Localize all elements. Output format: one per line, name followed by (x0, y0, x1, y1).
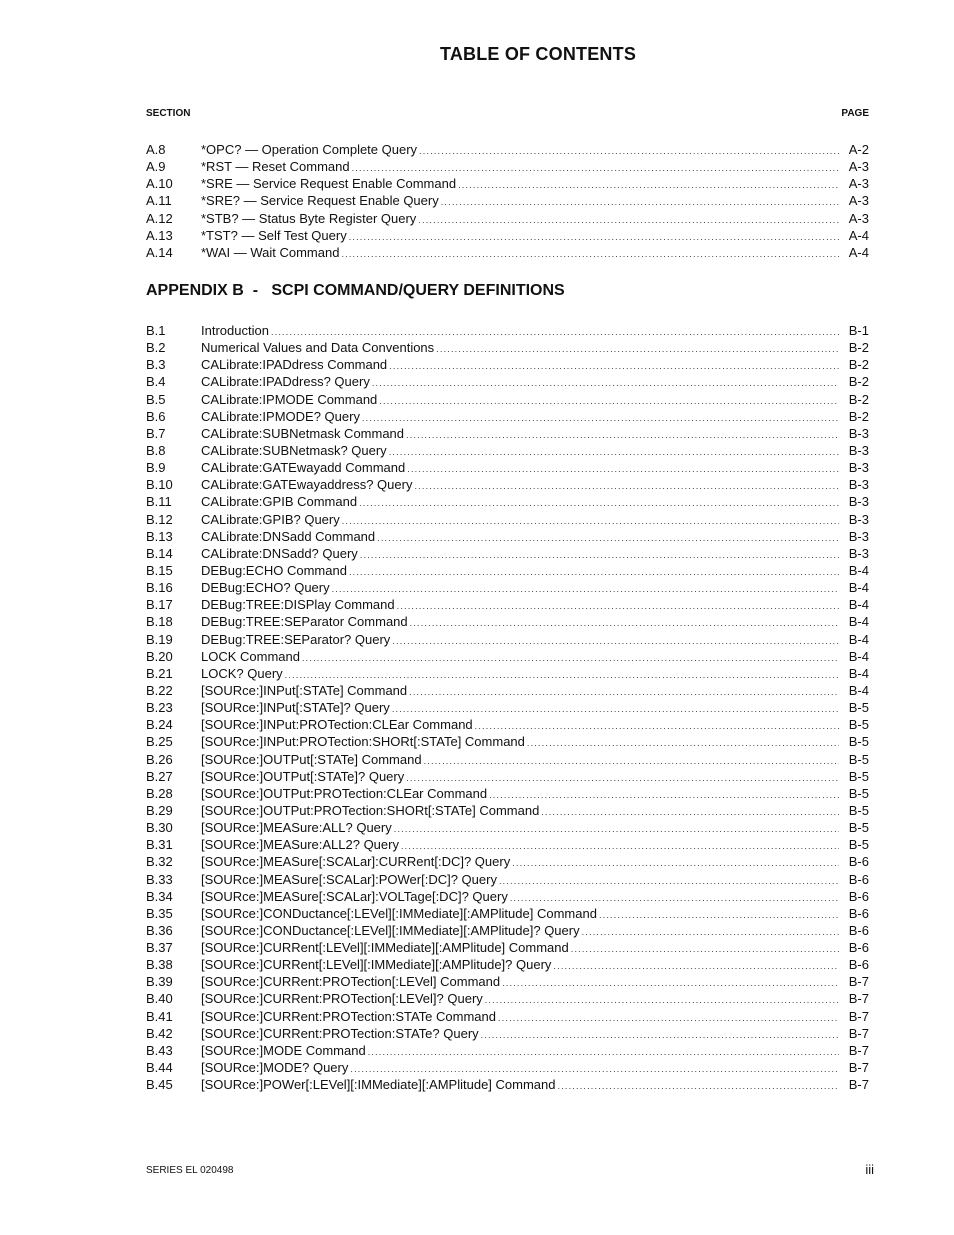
toc-entry-number: B.10 (146, 477, 173, 493)
section-column-header: SECTION (146, 108, 191, 119)
page-title: TABLE OF CONTENTS (439, 44, 637, 64)
toc-entry[interactable] (146, 785, 869, 802)
toc-entry-page: A-2 (848, 142, 869, 157)
dot-leader (349, 564, 839, 581)
toc-entry-page: B-7 (848, 1077, 869, 1093)
toc-entry-number: B.30 (146, 820, 173, 836)
dot-leader (397, 598, 839, 615)
toc-entry-title: CALibrate:GATEwayaddress? Query (201, 477, 413, 493)
toc-entry-title: LOCK Command (201, 648, 300, 664)
toc-entry-title: [SOURce:]MEASure[:SCALar]:VOLTage[:DC]? Query (201, 888, 508, 904)
toc-entry-title: [SOURce:]OUTPut[:STATe] Command (201, 751, 422, 767)
toc-entry-title: [SOURce:]CURRent:PROTection[:LEVel] Command (201, 974, 501, 990)
toc-entry-page: B-4 (848, 562, 869, 578)
toc-entry-title: [SOURce:]INPut[:STATe]? Query (201, 700, 390, 716)
toc-entry-page: A-3 (848, 210, 869, 226)
toc-entry-title: CALibrate:SUBNetmask? Query (201, 442, 387, 458)
dot-leader (553, 958, 839, 975)
toc-entry-title: [SOURce:]CONDuctance[:LEVel][:IMMediate][:AMPlitude]? Query (201, 922, 580, 938)
toc-entry-number: B.33 (146, 871, 173, 887)
footer-doc-id: SERIES EL 020498 (146, 1165, 234, 1176)
dot-leader (458, 177, 839, 194)
toc-entry[interactable] (146, 579, 869, 596)
toc-entry[interactable] (146, 768, 869, 785)
toc-entry-page: B-3 (848, 425, 869, 441)
toc-entry-title: Introduction (201, 323, 269, 338)
toc-entry-number: B.38 (146, 957, 173, 973)
dot-leader (419, 143, 839, 160)
toc-entry-number: B.45 (146, 1077, 173, 1093)
toc-entry-title: DEBug:ECHO Command (201, 562, 347, 578)
toc-entry-number: B.15 (146, 562, 173, 578)
toc-entry[interactable] (146, 853, 869, 870)
toc-entry-number: A.10 (146, 176, 173, 192)
toc-entry-page: A-3 (848, 159, 869, 175)
dot-leader (368, 1044, 839, 1061)
toc-entry[interactable] (146, 819, 869, 836)
dot-leader (410, 615, 839, 632)
toc-entry-page: B-5 (848, 734, 869, 750)
toc-entry[interactable] (146, 210, 869, 227)
toc-entry-page: B-7 (848, 974, 869, 990)
dot-leader (394, 821, 839, 838)
toc-entry-title: CALibrate:IPADdress Command (201, 357, 388, 373)
toc-entry-page: B-1 (848, 323, 869, 338)
toc-entry-page: B-4 (848, 580, 869, 596)
toc-entry-title: DEBug:TREE:SEParator Command (201, 614, 408, 630)
toc-entry-title: CALibrate:IPADdress? Query (201, 374, 370, 390)
toc-entry-number: B.29 (146, 802, 173, 818)
toc-entry[interactable] (146, 1076, 869, 1093)
dot-leader (475, 718, 839, 735)
dot-leader (541, 804, 839, 821)
toc-entry-page: A-4 (848, 227, 869, 243)
toc-entry-number: B.14 (146, 545, 173, 561)
dot-leader (582, 924, 839, 941)
toc-entry-number: B.35 (146, 905, 173, 921)
toc-entry-page: B-4 (848, 631, 869, 647)
toc-entry-number: B.6 (146, 408, 166, 424)
toc-entry-number: B.42 (146, 1025, 173, 1041)
toc-entry-page: B-6 (848, 905, 869, 921)
toc-entry-number: A.11 (146, 193, 172, 209)
toc-entry-title: Numerical Values and Data Conventions (201, 340, 435, 356)
toc-entry[interactable] (146, 511, 869, 528)
dot-leader (332, 581, 839, 598)
toc-entry-number: B.4 (146, 374, 166, 390)
toc-entry[interactable] (146, 973, 869, 990)
toc-entry-title: [SOURce:]CONDuctance[:LEVel][:IMMediate][:AMPlitude] Command (201, 905, 597, 921)
toc-entry[interactable] (146, 990, 869, 1007)
toc-entry-number: B.32 (146, 854, 173, 870)
toc-entry-title: [SOURce:]MEASure:ALL? Query (201, 820, 392, 836)
toc-entry-page: B-2 (848, 357, 869, 373)
dot-leader (359, 495, 839, 512)
toc-entry-page: B-5 (848, 700, 869, 716)
dot-leader (599, 907, 839, 924)
toc-entry-title: *STB? — Status Byte Register Query (201, 210, 417, 226)
dot-leader (481, 1027, 839, 1044)
toc-entry-page: B-4 (848, 614, 869, 630)
toc-entry-title: *OPC? — Operation Complete Query (201, 142, 418, 157)
toc-entry-title: CALibrate:GPIB? Query (201, 511, 340, 527)
toc-entry-number: B.40 (146, 991, 173, 1007)
dot-leader (489, 787, 839, 804)
toc-entry-title: CALibrate:GPIB Command (201, 494, 358, 510)
toc-entry[interactable] (146, 442, 869, 459)
toc-entry-page: B-7 (848, 1025, 869, 1041)
toc-entry[interactable] (146, 682, 869, 699)
toc-entry-number: B.27 (146, 768, 173, 784)
toc-entry-page: A-3 (848, 193, 869, 209)
toc-entry-page: B-2 (848, 374, 869, 390)
toc-entry-title: [SOURce:]MEASure[:SCALar]:CURRent[:DC]? Query (201, 854, 511, 870)
toc-entry[interactable] (146, 408, 869, 425)
toc-entry-title: [SOURce:]MEASure:ALL2? Query (201, 837, 399, 853)
toc-entry[interactable] (146, 665, 869, 682)
dot-leader (341, 246, 839, 263)
toc-entry-number: B.5 (146, 391, 166, 407)
toc-entry-page: B-5 (848, 751, 869, 767)
toc-entry-page: B-5 (848, 802, 869, 818)
dot-leader (414, 478, 839, 495)
toc-entry[interactable] (146, 493, 869, 510)
toc-entry[interactable] (146, 648, 869, 665)
toc-entry-title: [SOURce:]INPut[:STATe] Command (201, 682, 408, 698)
toc-entry[interactable] (146, 528, 869, 545)
toc-entry-number: B.36 (146, 922, 173, 938)
toc-entry-number: B.23 (146, 700, 173, 716)
toc-entry-page: B-6 (848, 854, 869, 870)
toc-entry[interactable] (146, 596, 869, 613)
toc-entry-page: B-4 (848, 682, 869, 698)
toc-entry-title: *SRE? — Service Request Enable Query (201, 193, 439, 209)
toc-entry-title: [SOURce:]OUTPut:PROTection:SHORt[:STATe] Command (201, 802, 540, 818)
dot-leader (424, 753, 839, 770)
toc-entry-title: [SOURce:]CURRent:PROTection:STATe? Query (201, 1025, 479, 1041)
toc-entry-page: B-7 (848, 991, 869, 1007)
toc-entry-page: B-5 (848, 837, 869, 853)
dot-leader (436, 341, 839, 358)
toc-entry[interactable] (146, 322, 869, 339)
dot-leader (377, 530, 839, 547)
dot-leader (389, 358, 839, 375)
appendix-b-heading: APPENDIX B - SCPI COMMAND/QUERY DEFINITIONS (146, 282, 565, 299)
dot-leader (558, 1078, 840, 1095)
toc-entry-number: B.39 (146, 974, 173, 990)
toc-entry-page: B-2 (848, 340, 869, 356)
toc-entry[interactable] (146, 356, 869, 373)
toc-entry-number: B.13 (146, 528, 173, 544)
toc-entry-title: [SOURce:]MODE? Query (201, 1060, 349, 1076)
toc-entry-number: B.8 (146, 442, 166, 458)
toc-entry-page: B-3 (848, 545, 869, 561)
dot-leader (407, 461, 839, 478)
toc-entry-title: *WAI — Wait Command (201, 244, 340, 260)
toc-entry[interactable] (146, 905, 869, 922)
toc-entry-page: B-5 (848, 820, 869, 836)
toc-entry-page: B-6 (848, 871, 869, 887)
toc-entry-number: A.8 (146, 142, 166, 157)
dot-leader (527, 735, 839, 752)
toc-entry[interactable] (146, 391, 869, 408)
toc-entry[interactable] (146, 836, 869, 853)
toc-entry[interactable] (146, 244, 869, 261)
toc-entry[interactable] (146, 141, 869, 158)
dot-leader (406, 427, 839, 444)
toc-entry-page: B-6 (848, 922, 869, 938)
dot-leader (512, 855, 839, 872)
toc-entry[interactable] (146, 158, 869, 175)
toc-entry-number: B.11 (146, 494, 172, 510)
toc-entry-number: B.24 (146, 717, 173, 733)
toc-entry[interactable] (146, 699, 869, 716)
toc-entry-title: CALibrate:SUBNetmask Command (201, 425, 405, 441)
toc-entry-number: B.41 (146, 1008, 173, 1024)
dot-leader (389, 444, 839, 461)
toc-entry-page: B-5 (848, 717, 869, 733)
dot-leader (372, 375, 839, 392)
dot-leader (409, 684, 839, 701)
toc-entry[interactable] (146, 1042, 869, 1059)
toc-entry-page: B-3 (848, 511, 869, 527)
toc-entry-page: B-2 (848, 408, 869, 424)
toc-entry-number: B.2 (146, 340, 166, 356)
toc-entry-title: DEBug:ECHO? Query (201, 580, 330, 596)
toc-entry-page: B-5 (848, 768, 869, 784)
toc-entry-title: DEBug:TREE:DISPlay Command (201, 597, 395, 613)
toc-list-appendix-b (146, 322, 869, 1093)
toc-entry[interactable] (146, 631, 869, 648)
toc-entry-page: B-4 (848, 597, 869, 613)
toc-entry-title: [SOURce:]OUTPut[:STATe]? Query (201, 768, 405, 784)
toc-entry-number: B.18 (146, 614, 173, 630)
toc-entry-title: DEBug:TREE:SEParator? Query (201, 631, 391, 647)
toc-entry-page: B-6 (848, 888, 869, 904)
dot-leader (502, 975, 839, 992)
toc-entry-number: B.7 (146, 425, 166, 441)
toc-entry-title: *SRE — Service Request Enable Command (201, 176, 457, 192)
toc-entry-page: B-7 (848, 1008, 869, 1024)
toc-entry-number: B.17 (146, 597, 173, 613)
dot-leader (499, 873, 839, 890)
toc-entry-number: B.44 (146, 1060, 173, 1076)
toc-entry[interactable] (146, 459, 869, 476)
toc-entry-page: B-2 (848, 391, 869, 407)
toc-entry[interactable] (146, 751, 869, 768)
toc-entry[interactable] (146, 939, 869, 956)
toc-entry[interactable] (146, 373, 869, 390)
toc-entry-number: B.21 (146, 665, 173, 681)
toc-entry-number: B.12 (146, 511, 173, 527)
toc-entry[interactable] (146, 339, 869, 356)
toc-entry-title: [SOURce:]POWer[:LEVel][:IMMediate][:AMPlitude] Command (201, 1077, 556, 1093)
toc-entry-page: A-4 (848, 244, 869, 260)
toc-entry-title: [SOURce:]MODE Command (201, 1042, 366, 1058)
toc-entry[interactable] (146, 1059, 869, 1076)
toc-entry-page: B-4 (848, 665, 869, 681)
toc-entry-page: B-3 (848, 494, 869, 510)
toc-entry[interactable] (146, 175, 869, 192)
toc-entry-title: *RST — Reset Command (201, 159, 350, 175)
toc-entry-number: B.28 (146, 785, 173, 801)
toc-entry-page: B-5 (848, 785, 869, 801)
toc-entry-number: B.1 (146, 323, 166, 338)
toc-entry-title: [SOURce:]MEASure[:SCALar]:POWer[:DC]? Query (201, 871, 497, 887)
toc-entry-title: LOCK? Query (201, 665, 283, 681)
toc-entry-title: CALibrate:GATEwayadd Command (201, 460, 406, 476)
toc-entry-title: CALibrate:IPMODE? Query (201, 408, 360, 424)
toc-entry-page: B-7 (848, 1060, 869, 1076)
toc-entry-number: B.34 (146, 888, 173, 904)
page-column-header: PAGE (841, 108, 869, 119)
toc-entry[interactable] (146, 1025, 869, 1042)
toc-entry-title: CALibrate:DNSadd? Query (201, 545, 358, 561)
toc-entry[interactable] (146, 888, 869, 905)
toc-entry-number: A.12 (146, 210, 173, 226)
toc-entry[interactable] (146, 192, 869, 209)
toc-entry[interactable] (146, 716, 869, 733)
dot-leader (498, 1010, 839, 1027)
toc-entry-title: *TST? — Self Test Query (201, 227, 347, 243)
dot-leader (360, 547, 839, 564)
toc-entry-page: B-4 (848, 648, 869, 664)
dot-leader (485, 992, 839, 1009)
toc-entry[interactable] (146, 802, 869, 819)
toc-entry[interactable] (146, 956, 869, 973)
toc-entry-number: B.9 (146, 460, 166, 476)
footer-page-number: iii (865, 1162, 874, 1177)
toc-entry[interactable] (146, 613, 869, 630)
dot-leader (441, 194, 839, 211)
toc-entry-page: B-3 (848, 477, 869, 493)
toc-entry-title: [SOURce:]OUTPut:PROTection:CLEar Command (201, 785, 488, 801)
toc-entry-number: A.9 (146, 159, 166, 175)
toc-entry-page: B-3 (848, 460, 869, 476)
toc-entry-title: [SOURce:]INPut:PROTection:SHORt[:STATe] Command (201, 734, 525, 750)
toc-entry-number: B.19 (146, 631, 173, 647)
toc-list-appendix-a (146, 141, 869, 261)
toc-entry-title: [SOURce:]INPut:PROTection:CLEar Command (201, 717, 473, 733)
toc-entry-page: B-3 (848, 528, 869, 544)
dot-leader (418, 212, 839, 229)
toc-entry-number: B.20 (146, 648, 173, 664)
toc-entry-page: A-3 (848, 176, 869, 192)
toc-entry-title: CALibrate:DNSadd Command (201, 528, 376, 544)
toc-entry[interactable] (146, 733, 869, 750)
toc-entry[interactable] (146, 425, 869, 442)
toc-entry[interactable] (146, 871, 869, 888)
toc-entry[interactable] (146, 1008, 869, 1025)
toc-entry-page: B-6 (848, 940, 869, 956)
toc-entry[interactable] (146, 562, 869, 579)
toc-entry-number: B.16 (146, 580, 173, 596)
toc-entry[interactable] (146, 922, 869, 939)
toc-entry-title: [SOURce:]CURRent:PROTection[:LEVel]? Query (201, 991, 483, 1007)
dot-leader (392, 633, 839, 650)
toc-entry[interactable] (146, 545, 869, 562)
toc-entry-page: B-7 (848, 1042, 869, 1058)
toc-entry-page: B-6 (848, 957, 869, 973)
toc-entry-number: A.14 (146, 244, 173, 260)
toc-entry-number: B.26 (146, 751, 173, 767)
dot-leader (362, 410, 839, 427)
dot-leader (302, 650, 839, 667)
toc-entry-number: B.31 (146, 837, 173, 853)
dot-leader (342, 513, 839, 530)
dot-leader (571, 941, 839, 958)
toc-entry-number: B.3 (146, 357, 166, 373)
toc-entry-title: [SOURce:]CURRent[:LEVel][:IMMediate][:AMPlitude] Command (201, 940, 569, 956)
toc-entry[interactable] (146, 476, 869, 493)
toc-entry-number: B.37 (146, 940, 173, 956)
toc-entry-page: B-3 (848, 442, 869, 458)
dot-leader (349, 229, 839, 246)
toc-entry[interactable] (146, 227, 869, 244)
toc-entry-title: CALibrate:IPMODE Command (201, 391, 378, 407)
toc-entry-number: B.43 (146, 1042, 173, 1058)
toc-entry-number: A.13 (146, 227, 173, 243)
toc-entry-title: [SOURce:]CURRent[:LEVel][:IMMediate][:AMPlitude]? Query (201, 957, 552, 973)
toc-entry-title: [SOURce:]CURRent:PROTection:STATe Command (201, 1008, 496, 1024)
toc-entry-number: B.22 (146, 682, 173, 698)
toc-entry-number: B.25 (146, 734, 173, 750)
dot-leader (379, 393, 839, 410)
